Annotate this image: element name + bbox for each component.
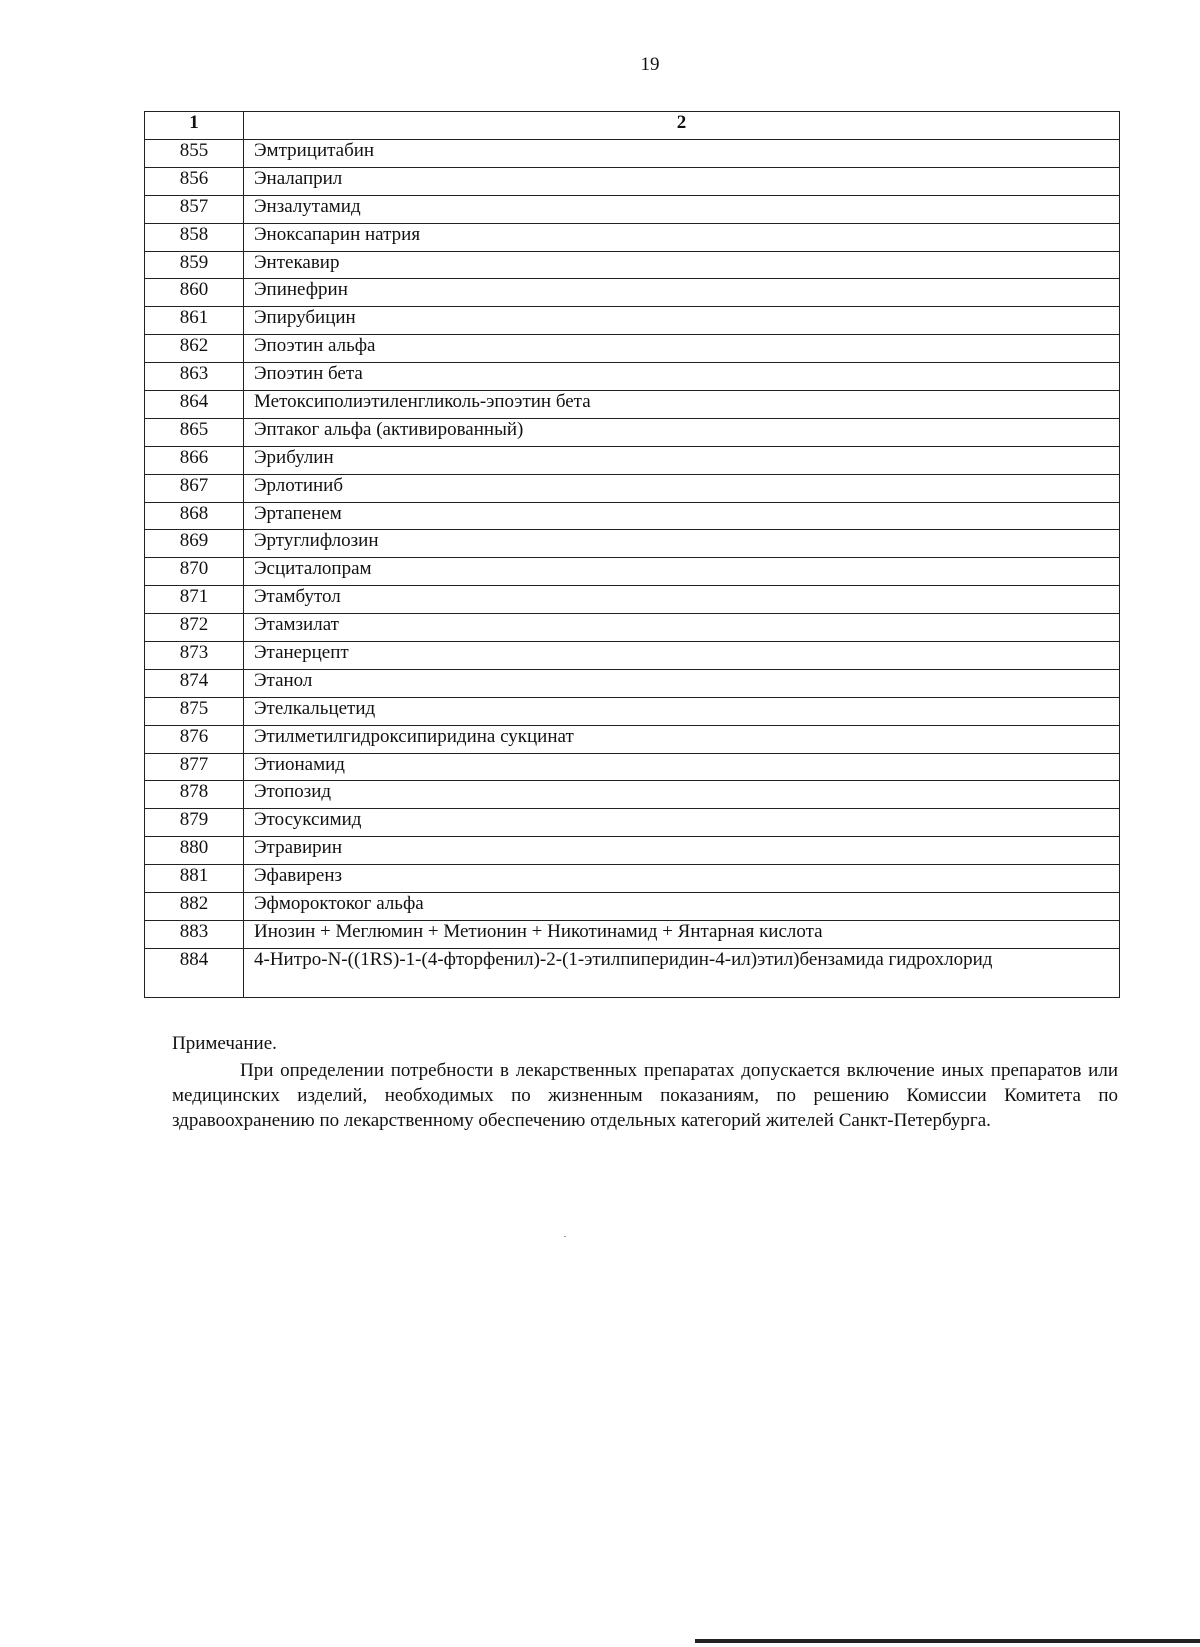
scan-speck	[564, 1236, 566, 1237]
row-number: 864	[145, 391, 244, 419]
drug-name: Эртуглифлозин	[244, 530, 1120, 558]
drug-name: Этионамид	[244, 753, 1120, 781]
drug-name: Эмтрицитабин	[244, 140, 1120, 168]
table-row	[145, 446, 1120, 474]
table-row	[145, 753, 1120, 781]
row-number: 870	[145, 558, 244, 586]
row-number: 865	[145, 418, 244, 446]
row-number: 880	[145, 837, 244, 865]
table-body	[145, 140, 1120, 998]
drug-name: 4-Нитро-N-((1RS)-1-(4-фторфенил)-2-(1-этилпиперидин-4-ил)этил)бензамида гидрохлорид	[244, 948, 1120, 997]
row-number: 871	[145, 586, 244, 614]
row-number: 883	[145, 920, 244, 948]
drug-name: Эпоэтин бета	[244, 363, 1120, 391]
drug-name: Инозин + Меглюмин + Метионин + Никотинамид + Янтарная кислота	[244, 920, 1120, 948]
drug-name: Этравирин	[244, 837, 1120, 865]
row-number: 868	[145, 502, 244, 530]
table-row	[145, 251, 1120, 279]
row-number: 873	[145, 642, 244, 670]
row-number: 855	[145, 140, 244, 168]
table-row	[145, 558, 1120, 586]
row-number: 866	[145, 446, 244, 474]
drug-name: Эпирубицин	[244, 307, 1120, 335]
drug-name: Эпинефрин	[244, 279, 1120, 307]
table-row	[145, 363, 1120, 391]
table-row	[145, 167, 1120, 195]
row-number: 869	[145, 530, 244, 558]
table-row	[145, 195, 1120, 223]
table-row	[145, 809, 1120, 837]
drug-name: Этамбутол	[244, 586, 1120, 614]
table-row	[145, 418, 1120, 446]
drug-name: Энтекавир	[244, 251, 1120, 279]
drug-name: Эрлотиниб	[244, 474, 1120, 502]
row-number: 858	[145, 223, 244, 251]
drug-name: Эртапенем	[244, 502, 1120, 530]
drug-table	[144, 111, 1120, 998]
row-number: 867	[145, 474, 244, 502]
drug-name: Метоксиполиэтиленгликоль-эпоэтин бета	[244, 391, 1120, 419]
table-row	[145, 614, 1120, 642]
drug-name: Этилметилгидроксипиридина сукцинат	[244, 725, 1120, 753]
row-number: 878	[145, 781, 244, 809]
table-row	[145, 781, 1120, 809]
table-row	[145, 530, 1120, 558]
row-number: 875	[145, 697, 244, 725]
table-row	[145, 223, 1120, 251]
row-number: 863	[145, 363, 244, 391]
row-number: 860	[145, 279, 244, 307]
drug-name: Эптаког альфа (активированный)	[244, 418, 1120, 446]
table-row	[145, 474, 1120, 502]
row-number: 874	[145, 669, 244, 697]
drug-name: Этанол	[244, 669, 1120, 697]
row-number: 882	[145, 893, 244, 921]
table-row	[145, 335, 1120, 363]
row-number: 856	[145, 167, 244, 195]
drug-name: Эналаприл	[244, 167, 1120, 195]
row-number: 884	[145, 948, 244, 997]
row-number: 861	[145, 307, 244, 335]
table-row	[145, 837, 1120, 865]
row-number: 859	[145, 251, 244, 279]
drug-name: Этопозид	[244, 781, 1120, 809]
table-row	[145, 502, 1120, 530]
table-row	[145, 697, 1120, 725]
table-row	[145, 140, 1120, 168]
row-number: 862	[145, 335, 244, 363]
table-row	[145, 893, 1120, 921]
note-text: При определении потребности в лекарственных препаратах допускается включение иных препаратов или медицинских изделий, необходимых по жизненным показаниям, по решению Комиссии Комитета по здравоохранению по лекарственному обеспечению отдельных категорий жителей Санкт-Петербурга.	[172, 1060, 1118, 1131]
drug-name: Эноксапарин натрия	[244, 223, 1120, 251]
row-number: 872	[145, 614, 244, 642]
row-number: 879	[145, 809, 244, 837]
table-row	[145, 669, 1120, 697]
column-header-1: 1	[145, 112, 244, 140]
row-number: 876	[145, 725, 244, 753]
drug-name: Этанерцепт	[244, 642, 1120, 670]
note-block	[172, 1031, 1118, 1133]
note-title: Примечание.	[172, 1033, 277, 1054]
drug-name: Энзалутамид	[244, 195, 1120, 223]
table-row	[145, 920, 1120, 948]
drug-name: Этелкальцетид	[244, 697, 1120, 725]
drug-name: Этосуксимид	[244, 809, 1120, 837]
table-row	[145, 391, 1120, 419]
table-row	[145, 279, 1120, 307]
table-row	[145, 642, 1120, 670]
table-row	[145, 307, 1120, 335]
table-header-row	[145, 112, 1120, 140]
table-row	[145, 586, 1120, 614]
drug-name: Эфавиренз	[244, 865, 1120, 893]
scan-edge-line	[695, 1639, 1200, 1643]
drug-name: Эпоэтин альфа	[244, 335, 1120, 363]
row-number: 877	[145, 753, 244, 781]
drug-name: Эсциталопрам	[244, 558, 1120, 586]
table-row	[145, 865, 1120, 893]
column-header-2: 2	[244, 112, 1120, 140]
drug-name: Эфмороктоког альфа	[244, 893, 1120, 921]
table-row	[145, 948, 1120, 997]
drug-name: Эрибулин	[244, 446, 1120, 474]
row-number: 881	[145, 865, 244, 893]
table-row	[145, 725, 1120, 753]
page-number: 19	[640, 54, 660, 75]
row-number: 857	[145, 195, 244, 223]
drug-name: Этамзилат	[244, 614, 1120, 642]
